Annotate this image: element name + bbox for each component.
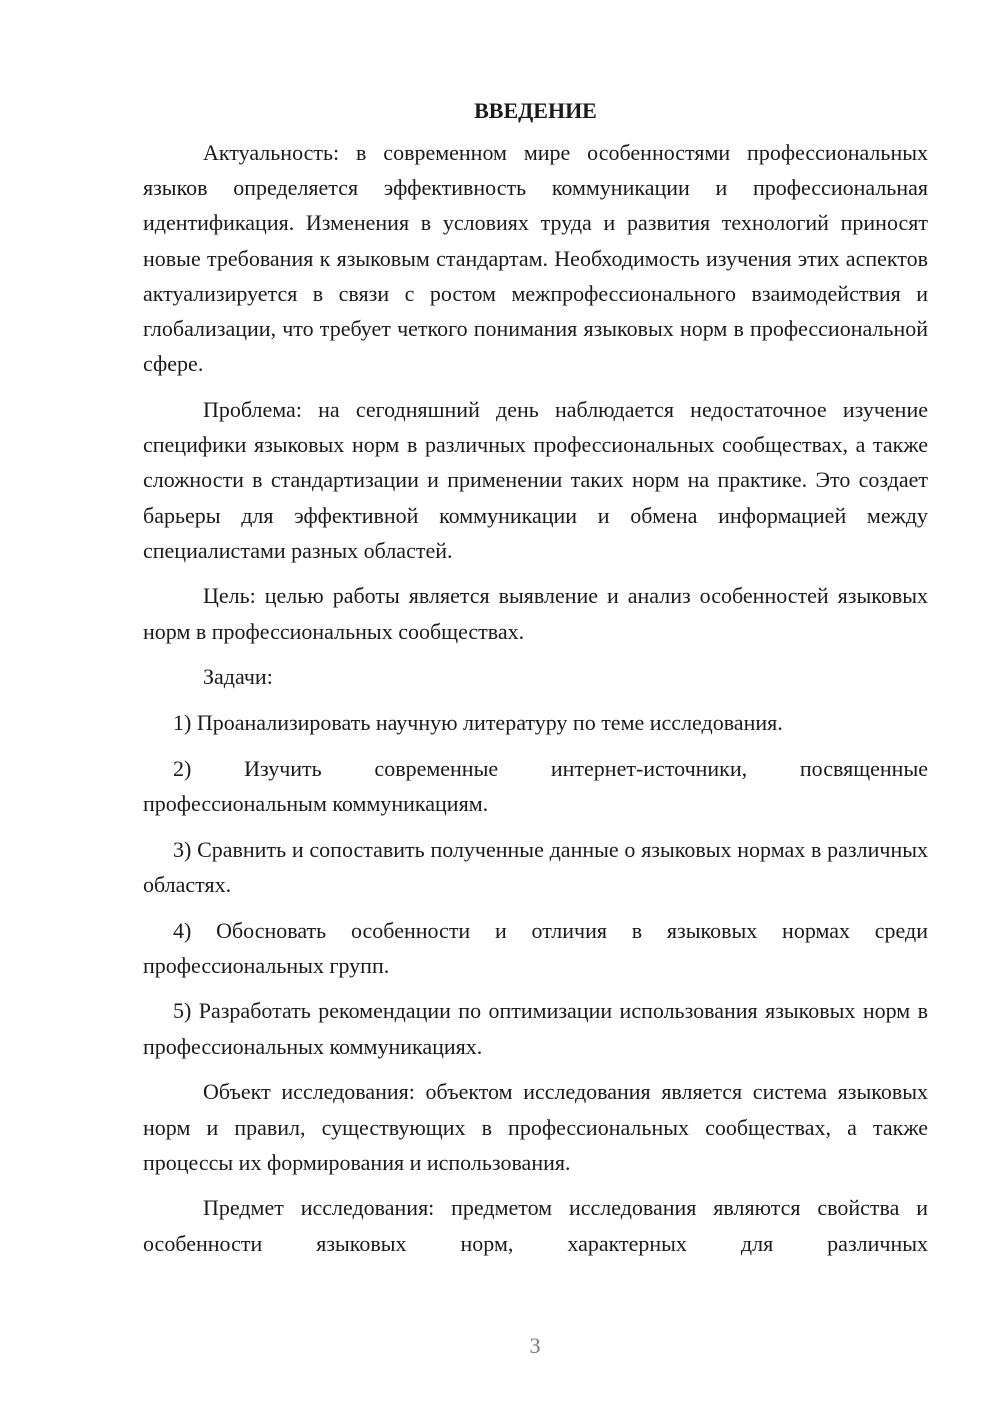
task-item-5: 5) Разработать рекомендации по оптимизации использования языковых норм в профессиональных коммуникациях. <box>143 998 928 1059</box>
task-item-1: 1) Проанализировать научную литературу по теме исследования. <box>173 710 783 736</box>
paragraph-tasks-heading: Задачи: <box>203 664 273 690</box>
task-item-4: 4) Обосновать особенности и отличия в языковых нормах среди профессиональных групп. <box>143 917 928 978</box>
paragraph-goal: Цель: целью работы является выявление и анализ особенностей языковых норм в профессиональных сообществах. <box>143 583 928 644</box>
paragraph-subject: Предмет исследования: предметом исследования являются свойства и особенности языковых норм, характерных для различных <box>143 1195 928 1256</box>
task-item-2: 2) Изучить современные интернет-источники, посвященные профессиональным коммуникациям. <box>143 755 928 816</box>
paragraph-problem: Проблема: на сегодняшний день наблюдается недостаточное изучение специфики языковых норм в различных профессиональных сообществах, а также сложности в стандартизации и применении таких норм на практике. Это создает барьеры для эффективной коммуникации и обмена информацией между специалистами разных областей. <box>143 396 928 563</box>
paragraph-relevance: Актуальность: в современном мире особенностями профессиональных языков определяется эффективность коммуникации и профессиональная идентификация. Изменения в условиях труда и развития технологий приносят новые требования к языковым стандартам. Необходимость изучения этих аспектов актуализируется в связи с ростом межпрофессионального взаимодействия и глобализации, что требует четкого понимания языковых норм в профессиональной сфере. <box>143 140 928 377</box>
document-page <box>143 95 928 1271</box>
paragraph-object: Объект исследования: объектом исследования является система языковых норм и правил, существующих в профессиональных сообществах, а также процессы их формирования и использования. <box>143 1079 928 1175</box>
page-number: 3 <box>529 1333 541 1358</box>
task-item-3: 3) Сравнить и сопоставить полученные данные о языковых нормах в различных областях. <box>143 836 928 897</box>
page-title: ВВЕДЕНИЕ <box>474 98 597 123</box>
